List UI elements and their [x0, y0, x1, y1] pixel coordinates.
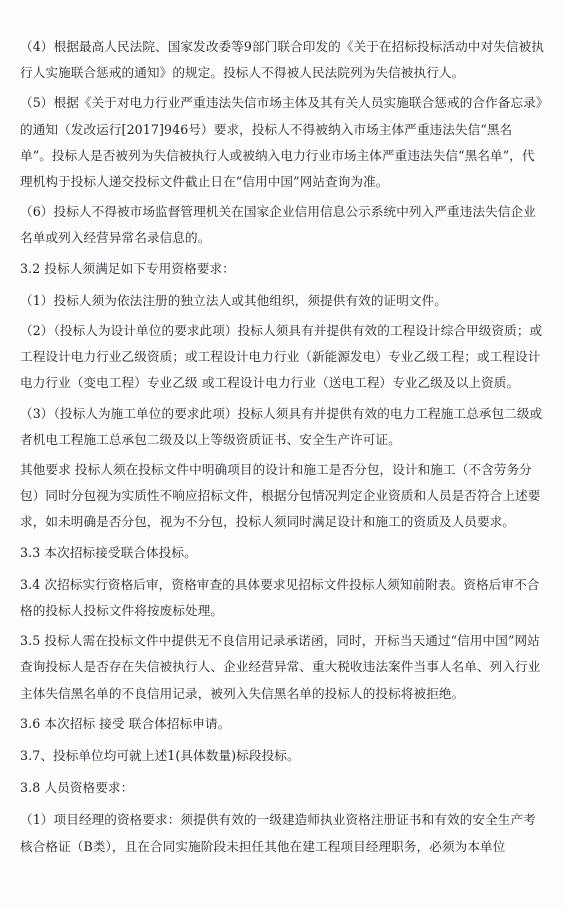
- section-3-2-heading: 3.2 投标人须满足如下专用资格要求：: [20, 260, 235, 276]
- paragraph-qualification-3-construction: （3）（投标人为施工单位的要求此项）投标人须具有并提供有效的电力工程施工总承包二级或者机电工程施工总承包二级及以上等级资质证书、安全生产许可证。: [20, 405, 543, 447]
- paragraph-qualification-2-design: （2）（投标人为设计单位的要求此项）投标人须具有并提供有效的工程设计综合甲级资质；或工程设计电力行业乙级资质；或工程设计电力行业（新能源发电）专业乙级工程；或工程设计电力行业（变电工程）专业乙级 或工程设计电力行业（送电工程）专业乙级及以上资质。: [20, 323, 543, 391]
- paragraph-qualification-1: （1）投标人须为依法注册的独立法人或其他组织，须提供有效的证明文件。: [20, 292, 448, 308]
- section-3-6: 3.6 本次招标 接受 联合体招标申请。: [20, 715, 231, 731]
- paragraph-project-manager: （1）项目经理的资格要求：须提供有效的一级建造师执业资格注册证书和有效的安全生产考核合格证（B类），且在合同实施阶段未担任其他在建工程项目经理职务，必须为本单位: [20, 812, 536, 854]
- section-3-3: 3.3 本次招标接受联合体投标。: [20, 544, 197, 560]
- section-3-5: 3.5 投标人需在投标文件中提供无不良信用记录承诺函，同时，开标当天通过“信用中国”网站查询投标人是否存在失信被执行人、企业经营异常、重大税收违法案件当事人名单、列入行业主体失信黑名单的不良信用记录，被列入失信黑名单的投标人的投标将被拒绝。: [20, 633, 541, 701]
- section-3-7: 3.7、投标单位均可就上述1(具体数量)标段投标。: [20, 748, 300, 764]
- paragraph-4-blacklist-court: （4）根据最高人民法院、国家发改委等9部门联合印发的《关于在招标投标活动中对失信被执行人实施联合惩戒的通知》的规定。投标人不得被人民法院列为失信被执行人。: [20, 39, 544, 81]
- paragraph-5-power-industry-blacklist: （5）根据《关于对电力行业严重违法失信市场主体及其有关人员实施联合惩戒的合作备忘录》的通知（发改运行[2017]946号）要求，投标人不得被纳入市场主体严重违法失信“黑名单”。投标人是否被列为失信被执行人或被纳入电力行业市场主体严重违法失信“黑名单”，代理机构于投标人递交投标文件截止日在“信用中国”网站查询为准。: [20, 95, 543, 190]
- paragraph-6-market-supervision: （6）投标人不得被市场监督管理机关在国家企业信用信息公示系统中列入严重违法失信企业名单或列入经营异常名录信息的。: [20, 204, 536, 246]
- section-3-8-heading: 3.8 人员资格要求：: [20, 780, 134, 796]
- section-3-4: 3.4 次招标实行资格后审，资格审查的具体要求见招标文件投标人须知前附表。资格后审不合格的投标人投标文件将按废标处理。: [20, 576, 540, 619]
- paragraph-other-requirements: 其他要求 投标人须在投标文件中明确项目的设计和施工是否分包，设计和施工（不含劳务分包）同时分包视为实质性不响应招标文件，根据分包情况判定企业资质和人员是否符合上述要求，如未明确是否分包，视为不分包，投标人须同时满足设计和施工的资质及人员要求。: [20, 462, 541, 530]
